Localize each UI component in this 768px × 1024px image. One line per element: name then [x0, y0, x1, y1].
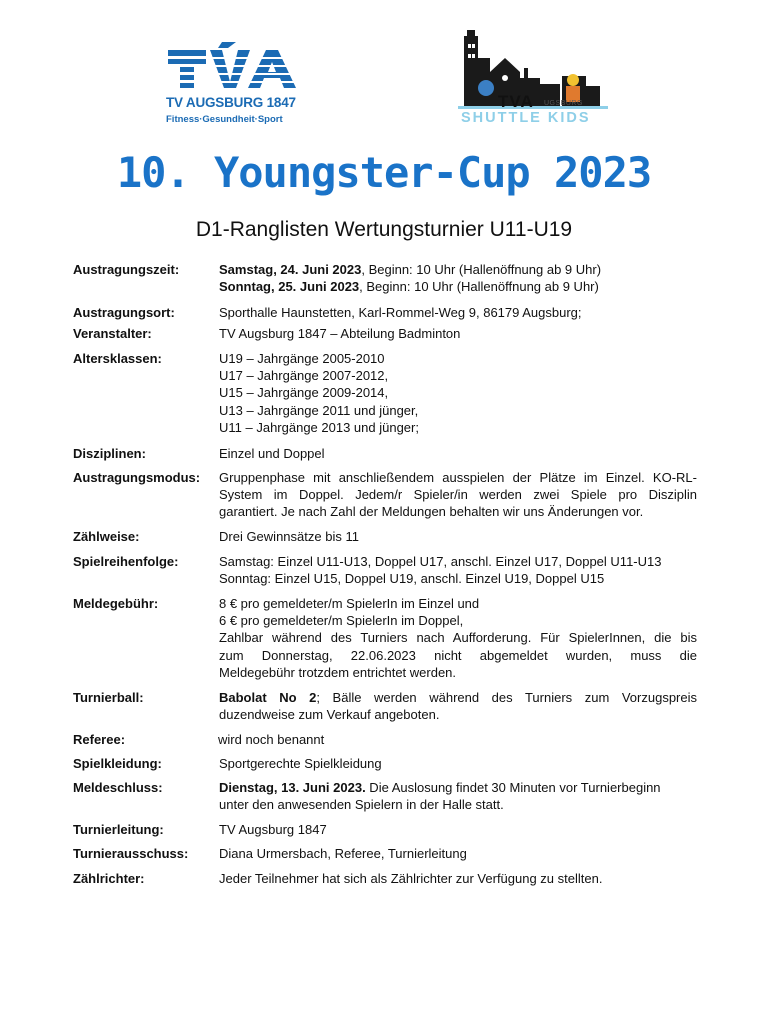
text-line: duzendweise zum Verkauf angeboten. [219, 707, 440, 723]
info-label: Zählweise: [73, 529, 140, 544]
info-label: Austragungsmodus: [73, 470, 201, 485]
page-title: 10. Youngster-Cup 2023 [116, 148, 652, 197]
info-value [219, 553, 697, 587]
text-line: Zahlbar während des Turniers nach Aufforderung. Für SpielerInnen, die bis [219, 630, 697, 646]
info-label: Altersklassen: [73, 351, 162, 366]
text-line: garantiert. Je nach Zahl der Meldungen behalten wir uns Änderungen vor. [219, 504, 644, 520]
time-saturday: , Beginn: 10 Uhr (Hallenöffnung ab 9 Uhr) [361, 262, 602, 277]
age-class-line: U15 – Jahrgänge 2009-2014, [219, 385, 389, 401]
info-value: wird noch benannt [218, 732, 325, 747]
text-line: 6 € pro gemeldeter/m SpielerIn im Doppel, [219, 613, 464, 629]
info-value: Babolat No 2; Bälle werden während des Turniers zum Vorzugspreis duzendweise zum Verkauf angeboten. [219, 690, 697, 723]
info-label: Veranstalter: [73, 326, 152, 341]
shuttle-logo-tva: TVA [498, 92, 534, 111]
age-class-line: U17 – Jahrgänge 2007-2012, [219, 368, 389, 384]
info-label: Spielreihenfolge: [73, 554, 179, 569]
text-line: Meldegebühr trotzdem entrichtet werden. [219, 664, 457, 680]
time-sunday: , Beginn: 10 Uhr (Hallenöffnung ab 9 Uhr) [359, 279, 599, 295]
age-class-line: U11 – Jahrgänge 2013 und jünger; [219, 419, 419, 435]
info-label: Disziplinen: [73, 446, 146, 461]
info-value: Einzel und Doppel [219, 446, 325, 461]
info-label: Turnierleitung: [73, 822, 164, 837]
info-value: TV Augsburg 1847 – Abteilung Badminton [219, 326, 461, 341]
text-line: Gruppenphase mit anschließendem ausspielen der Plätze im Einzel. KO-RL- [219, 470, 697, 485]
age-class-line: U13 – Jahrgänge 2011 und jünger, [219, 402, 419, 418]
text-line: Samstag: Einzel U11-U13, Doppel U17, anschl. Einzel U17, Doppel U11-U13 [219, 554, 662, 569]
shuttle-logo-wordmark: SHUTTLE KIDS [461, 110, 591, 126]
deadline-date: Dienstag, 13. Juni 2023. [219, 780, 366, 795]
info-value: TV Augsburg 1847 [219, 822, 327, 837]
info-label: Zählrichter: [73, 871, 145, 886]
text-line: System im Doppel. Jedem/r Spieler/in werden zwei Spiele pro Disziplin [219, 487, 697, 503]
club-slogan: Fitness·Gesundheit·Sport [166, 114, 283, 125]
ball-model: Babolat No 2 [219, 690, 317, 705]
page-subtitle: D1-Ranglisten Wertungsturnier U11-U19 [195, 218, 573, 241]
info-label: Meldegebühr: [73, 596, 159, 611]
info-value: Sporthalle Haunstetten, Karl-Rommel-Weg 9, 86179 Augsburg; [219, 305, 582, 320]
shuttle-kids-logo [458, 28, 608, 130]
info-label: Meldeschluss: [73, 780, 163, 795]
info-value: Dienstag, 13. Juni 2023. Die Auslosung findet 30 Minuten vor Turnierbeginn unter den anwesenden Spielern in der Halle statt. [219, 779, 697, 813]
info-value [219, 469, 697, 521]
tva-logo-mark-icon [166, 42, 298, 94]
age-class-line: U19 – Jahrgänge 2005-2010 [219, 351, 385, 366]
info-value: Drei Gewinnsätze bis 11 [219, 529, 359, 544]
date-saturday: Samstag, 24. Juni 2023 [219, 262, 362, 277]
info-value: Jeder Teilnehmer hat sich als Zählrichter zur Verfügung zu stellten. [219, 871, 603, 886]
info-value: Sportgerechte Spielkleidung [219, 756, 382, 771]
info-label: Austragungszeit: [73, 262, 180, 277]
info-label: Austragungsort: [73, 305, 175, 320]
info-value [219, 595, 697, 681]
info-label: Turnierausschuss: [73, 846, 189, 861]
info-label: Turnierball: [73, 690, 144, 705]
shuttle-logo-augsburg: UGSBURG [544, 100, 583, 107]
info-value: Diana Urmersbach, Referee, Turnierleitung [219, 846, 467, 861]
info-value [219, 261, 697, 295]
tva-logo [164, 42, 300, 128]
text-line: unter den anwesenden Spielern in der Halle statt. [219, 797, 504, 813]
club-name: TV AUGSBURG 1847 [166, 95, 296, 110]
info-value [219, 350, 697, 436]
text-line: 8 € pro gemeldeter/m SpielerIn im Einzel und [219, 596, 480, 611]
info-label: Referee: [73, 732, 126, 747]
date-sunday: Sonntag, 25. Juni 2023 [219, 279, 360, 295]
text-line: zum Donnerstag, 22.06.2023 nicht abgemeldet wurden, muss die [219, 647, 697, 663]
info-label: Spielkleidung: [73, 756, 162, 771]
text-line: Sonntag: Einzel U15, Doppel U19, anschl. Einzel U19, Doppel U15 [219, 571, 605, 587]
